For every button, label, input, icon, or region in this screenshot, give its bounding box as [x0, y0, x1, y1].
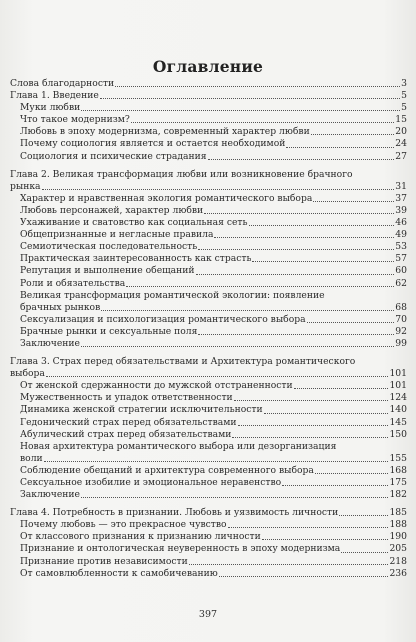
toc-entry-title: Сексуализация и психологизация романтического выбора	[20, 313, 306, 325]
toc-leader-dots	[264, 412, 389, 414]
toc-subentry	[10, 193, 407, 205]
toc-entry-title: Любовь в эпоху модернизма, современный характер любви	[20, 126, 310, 138]
toc-chapter	[10, 90, 407, 102]
toc-page-number: 24	[395, 138, 407, 150]
toc-subentry	[10, 489, 407, 501]
toc-chapter-line: Глава 3. Страх перед обязательствами и Архитектура романтического	[10, 356, 356, 368]
toc-page-number: 101	[389, 380, 407, 392]
toc-subentry	[10, 519, 407, 531]
toc-chapter	[10, 368, 407, 380]
toc-page-number: 155	[389, 452, 407, 464]
toc-entry-title: Заключение	[20, 489, 80, 501]
toc-leader-dots	[313, 200, 394, 202]
toc-leader-dots	[282, 484, 388, 486]
toc-page-number: 70	[395, 313, 407, 325]
toc-page-number: 185	[389, 507, 407, 519]
toc-entry-title: Признание против независимости	[20, 555, 188, 567]
toc-entry-title: Что такое модернизм?	[20, 114, 130, 126]
toc-leader-dots	[198, 248, 394, 250]
toc-page-number: 145	[389, 416, 407, 428]
toc-leader-dots	[42, 188, 395, 190]
page-number: 397	[198, 609, 218, 620]
toc-entry-title: От женской сдержанности до мужской отстраненности	[20, 380, 293, 392]
toc-leader-dots	[46, 375, 389, 377]
toc-entry-title: Роли и обязательства	[20, 277, 126, 289]
toc-page-number: 182	[389, 489, 407, 501]
toc-leader-dots	[315, 472, 389, 474]
toc-page-number: 175	[389, 477, 407, 488]
toc-leader-dots	[228, 526, 389, 528]
toc-entry-title: Семиотическая последовательность	[20, 241, 198, 253]
toc-entry-title: Динамика женской стратегии исключительности	[20, 404, 263, 416]
toc-leader-dots	[208, 158, 395, 160]
toc-entry-title: Глава 4. Потребность в признании. Любовь и уязвимость личности	[10, 507, 339, 519]
toc-subentry	[10, 241, 407, 253]
toc-entry-title: От самовлюбленности к самобичеванию	[20, 567, 218, 579]
toc-entry-title: Заключение	[20, 337, 80, 349]
toc-leader-dots	[214, 236, 394, 238]
toc-leader-dots	[100, 97, 400, 99]
toc-entry-title: Ухаживание и сватовство как социальная сеть	[20, 217, 248, 229]
toc-leader-dots	[131, 121, 394, 123]
toc-entry-title: Признание и онтологическая неуверенность в эпоху модернизма	[20, 543, 341, 555]
toc-page-number: 5	[401, 90, 407, 102]
toc-leader-dots	[232, 436, 388, 438]
toc-page-number: 39	[395, 204, 407, 216]
toc-page-number: 99	[395, 337, 407, 349]
toc-leader-dots	[189, 563, 389, 565]
toc-leader-dots	[126, 285, 394, 287]
page-title: Оглавление	[152, 57, 264, 76]
toc-page-number: 62	[395, 277, 407, 289]
toc-page-number: 92	[395, 325, 407, 337]
toc-entry-title: выбора	[10, 368, 45, 380]
toc-leader-dots	[81, 345, 394, 347]
toc-page-number: 20	[395, 126, 407, 138]
toc-page-number: 3	[401, 78, 407, 89]
toc-entry-title: Любовь персонажей, характер любви	[20, 204, 204, 216]
toc-page-number: 31	[395, 180, 407, 192]
toc-chapter	[10, 507, 407, 519]
toc-chapter-line: Глава 2. Великая трансформация любви или возникновение брачного	[10, 168, 353, 180]
toc-subentry	[10, 138, 407, 150]
toc-entry-title: Общепризнанные и негласные правила	[20, 229, 214, 241]
toc-entry-title: Абулический страх перед обязательствами	[20, 428, 232, 440]
toc-subentry	[10, 314, 407, 326]
toc-page-number: 5	[401, 102, 407, 114]
toc-leader-dots	[44, 460, 389, 462]
toc-entry-title: Соблюдение обещаний и архитектура современного выбора	[20, 464, 314, 476]
toc-leader-dots	[198, 333, 394, 335]
toc-entry-title: Практическая заинтересованность как страсть	[20, 253, 252, 265]
toc-page-number: 68	[395, 301, 407, 313]
toc-entry-title: Мужественность и упадок ответственности	[20, 392, 233, 404]
toc-subentry	[10, 253, 407, 265]
toc-page-number: 53	[395, 241, 407, 253]
toc-subentry	[10, 205, 407, 217]
toc-leader-dots	[252, 260, 394, 262]
toc-entry-title: брачных рынков	[20, 301, 101, 313]
toc-leader-dots	[294, 387, 389, 389]
toc-page-number: 27	[395, 150, 407, 162]
toc-entry-title: Характер и нравственная экология романтического выбора	[20, 192, 313, 204]
toc-leader-dots	[286, 146, 394, 148]
toc-entry-title: Репутация и выполнение обещаний	[20, 265, 195, 277]
toc-page-number: 60	[395, 265, 407, 277]
toc-leader-dots	[238, 424, 389, 426]
toc-leader-dots	[101, 309, 394, 311]
toc-subentry	[10, 217, 407, 229]
toc-entry-title: Слова благодарности	[10, 78, 115, 89]
toc-page-number: 37	[395, 192, 407, 204]
toc-entry-title: Социология и психические страдания	[20, 150, 207, 162]
toc-entry-title: Почему социология является и остается необходимой	[20, 138, 286, 150]
toc-subentry	[10, 102, 407, 114]
toc-subentry	[10, 278, 407, 290]
toc-page-number: 140	[389, 404, 407, 416]
toc-chapter	[10, 78, 407, 90]
toc-subentry	[10, 568, 407, 580]
toc-entry-title: Муки любви	[20, 102, 81, 114]
toc-subentry	[10, 556, 407, 568]
toc-subentry	[10, 151, 407, 163]
toc-leader-dots	[81, 109, 400, 111]
toc-page-number: 188	[389, 519, 407, 531]
toc-leader-dots	[204, 212, 394, 214]
toc-subentry	[10, 380, 407, 392]
toc-leader-dots	[249, 224, 395, 226]
toc-page-number: 150	[389, 428, 407, 440]
toc-subentry	[10, 392, 407, 404]
toc-page-number: 57	[395, 253, 407, 265]
toc-page-number: 124	[389, 392, 407, 404]
toc-leader-dots	[219, 575, 389, 577]
toc-subentry	[10, 477, 407, 489]
toc-leader-dots	[81, 496, 388, 498]
toc-subentry	[10, 531, 407, 543]
toc-page-number: 101	[389, 368, 407, 380]
toc-subentry-line: Новая архитектура романтического выбора или дезорганизация	[20, 440, 337, 452]
toc-leader-dots	[262, 538, 389, 540]
toc-page-number: 236	[389, 567, 407, 579]
toc-page-number: 49	[395, 229, 407, 241]
toc-page-number: 190	[389, 531, 407, 543]
toc-entry-title: Глава 1. Введение	[10, 90, 99, 102]
toc-page-number: 46	[395, 217, 407, 229]
toc-subentry	[10, 417, 407, 429]
toc-subentry	[10, 465, 407, 477]
toc-subentry	[10, 338, 407, 350]
toc-subentry	[10, 429, 407, 441]
toc-entry-title: Почему любовь — это прекрасное чувство	[20, 519, 227, 531]
toc-subentry	[10, 326, 407, 338]
toc-entry-title: Гедонический страх перед обязательствами	[20, 416, 237, 428]
toc-subentry	[10, 302, 407, 314]
toc-entry-title: Сексуальное изобилие и эмоциональное неравенство	[20, 477, 282, 488]
toc-subentry	[10, 114, 407, 126]
toc-subentry	[10, 453, 407, 465]
toc-entry-title: Брачные рынки и сексуальные поля	[20, 325, 198, 337]
toc-entry-title: рынка	[10, 180, 41, 192]
toc-leader-dots	[307, 321, 395, 323]
toc-subentry-line: Великая трансформация романтической экологии: появление	[20, 289, 325, 301]
toc-subentry	[10, 404, 407, 416]
toc-leader-dots	[115, 85, 400, 87]
toc-page-number: 168	[389, 464, 407, 476]
toc-subentry	[10, 543, 407, 555]
toc-page-number: 15	[395, 114, 407, 126]
toc-leader-dots	[196, 273, 395, 275]
table-of-contents	[10, 78, 407, 580]
toc-leader-dots	[234, 399, 389, 401]
toc-page-number: 218	[389, 555, 407, 567]
toc-leader-dots	[311, 133, 395, 135]
toc-chapter	[10, 181, 407, 193]
toc-entry-title: От классового признания к признанию личности	[20, 531, 261, 543]
toc-entry-title: воли	[20, 452, 43, 464]
toc-leader-dots	[339, 514, 388, 516]
toc-page-number: 205	[389, 543, 407, 555]
toc-leader-dots	[341, 551, 388, 553]
toc-subentry	[10, 265, 407, 277]
toc-subentry	[10, 229, 407, 241]
toc-subentry	[10, 126, 407, 138]
